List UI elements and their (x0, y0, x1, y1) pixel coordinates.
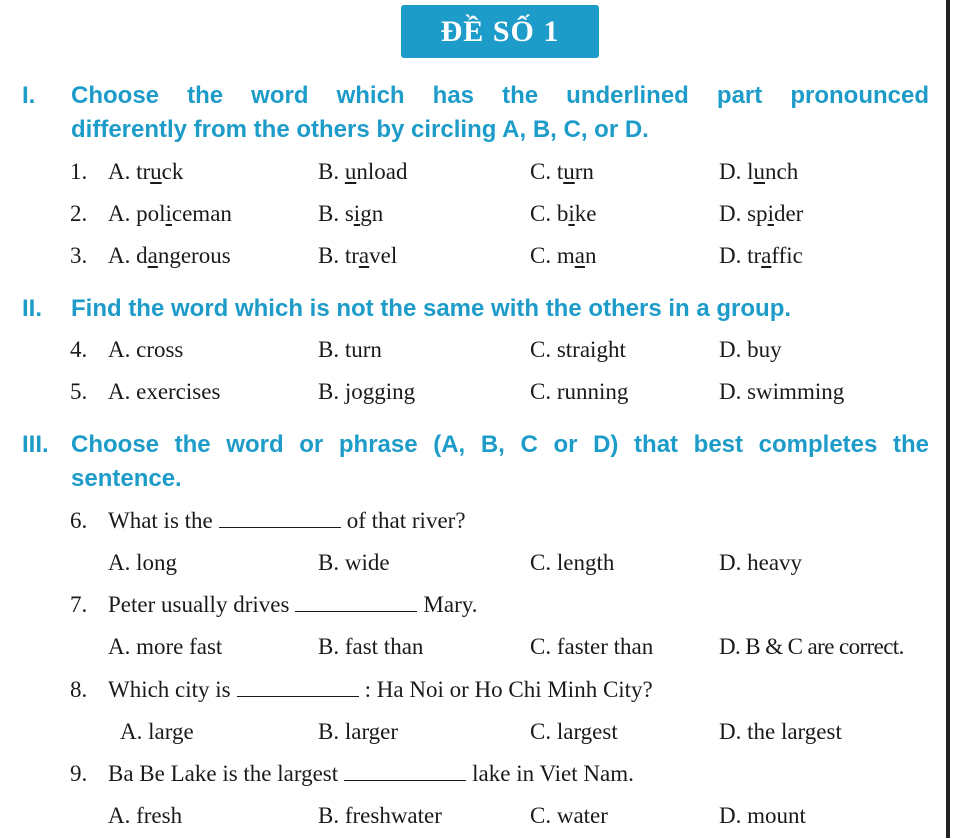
option-d[interactable]: D. swimming (719, 379, 845, 404)
section-text-line2: sentence. (71, 465, 182, 492)
question-stem: Which city is : Ha Noi or Ho Chi Minh City? (108, 677, 653, 702)
section-number: I. (22, 82, 36, 109)
question-number: 2. (70, 201, 88, 226)
option-b[interactable]: B. travel (318, 243, 398, 268)
section-text-line2: differently from the others by circling A, B, C, or D. (71, 116, 649, 143)
option-a[interactable]: A. fresh (108, 803, 183, 828)
option-b[interactable]: B. larger (318, 719, 399, 744)
option-b[interactable]: B. fast than (318, 634, 424, 659)
section-text-line1: Choose the word or phrase (A, B, C or D) that best completes the (71, 431, 929, 458)
question-number: 6. (70, 508, 88, 533)
question-number: 3. (70, 243, 88, 268)
question-number: 4. (70, 337, 88, 362)
option-b[interactable]: B. turn (318, 337, 382, 362)
option-a[interactable]: A. more fast (108, 634, 223, 659)
option-a[interactable]: A. policeman (108, 201, 232, 226)
option-a[interactable]: A. truck (108, 159, 184, 184)
option-d[interactable]: D. mount (719, 803, 806, 828)
section-number: III. (22, 431, 49, 458)
answer-blank[interactable] (219, 509, 341, 528)
question-number: 8. (70, 677, 88, 702)
option-c[interactable]: C. water (530, 803, 608, 828)
exam-title: ĐỀ SỐ 1 (401, 5, 599, 58)
option-d[interactable]: D. heavy (719, 550, 803, 575)
question-stem: What is the of that river? (108, 508, 466, 533)
option-b[interactable]: B. freshwater (318, 803, 442, 828)
question-number: 1. (70, 159, 88, 184)
option-a[interactable]: A. cross (108, 337, 184, 362)
option-b[interactable]: B. unload (318, 159, 408, 184)
option-c[interactable]: C. faster than (530, 634, 654, 659)
option-d[interactable]: D. the largest (719, 719, 842, 744)
option-a[interactable]: A. long (108, 550, 177, 575)
question-number: 5. (70, 379, 88, 404)
option-d[interactable]: D. spider (719, 201, 804, 226)
section-text-line1: Find the word which is not the same with the others in a group. (71, 295, 792, 322)
option-c[interactable]: C. turn (530, 159, 594, 184)
question-stem: Ba Be Lake is the largest lake in Viet Nam. (108, 761, 634, 786)
option-a[interactable]: A. large (120, 719, 194, 744)
option-c[interactable]: C. bike (530, 201, 597, 226)
option-c[interactable]: C. length (530, 550, 615, 575)
option-c[interactable]: C. largest (530, 719, 618, 744)
option-a[interactable]: A. dangerous (108, 243, 231, 268)
answer-blank[interactable] (295, 593, 417, 612)
option-d[interactable]: D. buy (719, 337, 782, 362)
option-d[interactable]: D. lunch (719, 159, 799, 184)
option-d[interactable]: D. traffic (719, 243, 803, 268)
answer-blank[interactable] (237, 678, 359, 697)
section-number: II. (22, 295, 43, 322)
question-number: 9. (70, 761, 88, 786)
answer-blank[interactable] (344, 762, 466, 781)
page-border-right (946, 0, 950, 838)
question-number: 7. (70, 592, 88, 617)
option-a[interactable]: A. exercises (108, 379, 221, 404)
option-c[interactable]: C. running (530, 379, 629, 404)
option-b[interactable]: B. sign (318, 201, 384, 226)
section-text-line1: Choose the word which has the underlined part pronounced (71, 82, 929, 109)
option-c[interactable]: C. straight (530, 337, 626, 362)
question-stem: Peter usually drives Mary. (108, 592, 478, 617)
option-b[interactable]: B. wide (318, 550, 390, 575)
option-b[interactable]: B. jogging (318, 379, 416, 404)
option-c[interactable]: C. man (530, 243, 597, 268)
option-d[interactable]: D. B & C are correct. (719, 634, 904, 659)
